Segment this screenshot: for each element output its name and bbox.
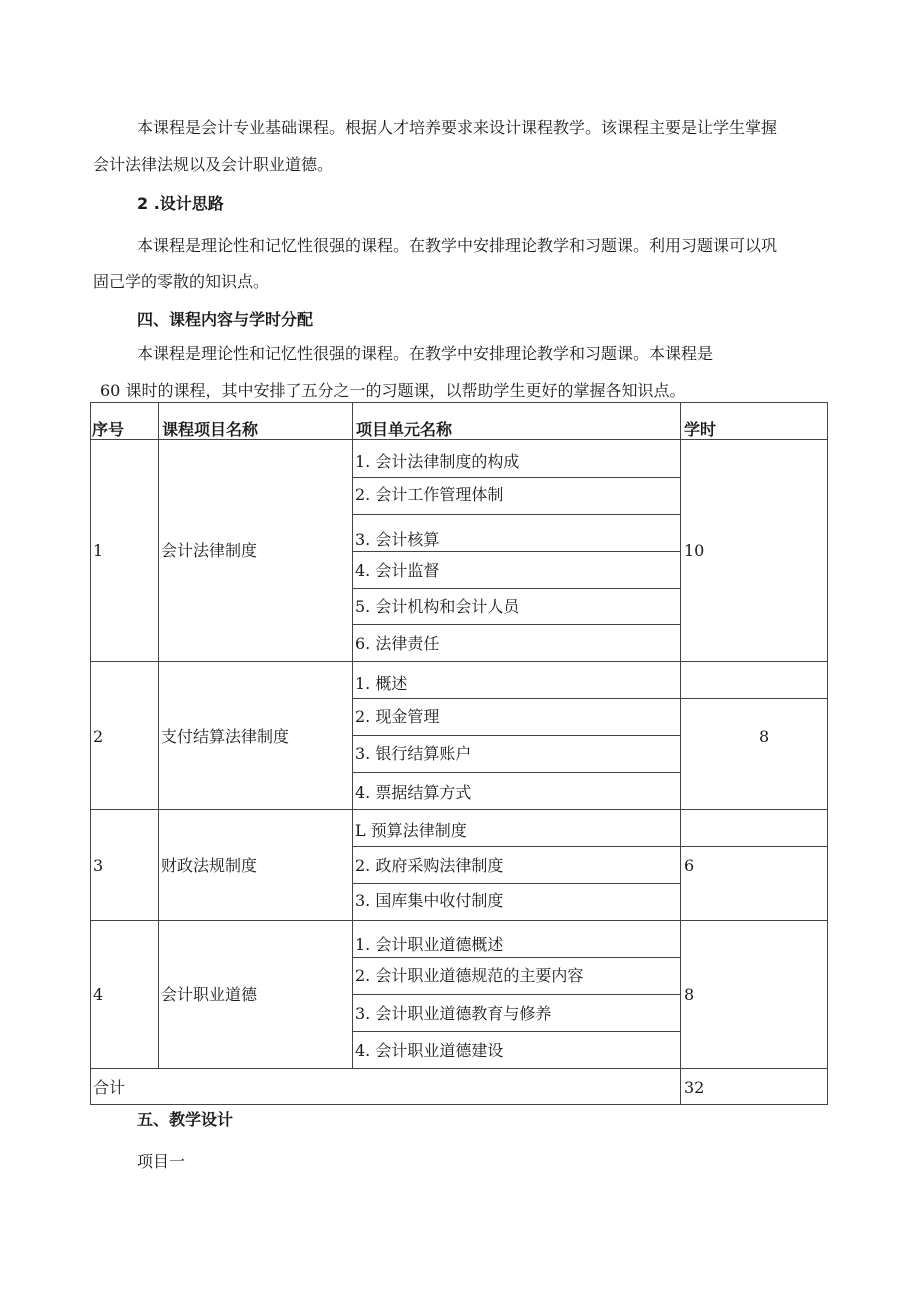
group-2-name: 支付结算法律制度 bbox=[161, 727, 290, 746]
group-1-hours: 10 bbox=[684, 541, 705, 560]
total-hours: 32 bbox=[684, 1078, 705, 1097]
group-1-unit-2: 2. 会计工作管理体制 bbox=[355, 485, 504, 504]
group-3-seq: 3 bbox=[93, 856, 104, 875]
content-heading: 四、课程内容与学时分配 bbox=[137, 310, 314, 329]
design-line-2: 固己学的零散的知识点。 bbox=[93, 272, 270, 291]
group-2-unit-2: 2. 现金管理 bbox=[355, 707, 440, 726]
header-unit: 项目单元名称 bbox=[356, 420, 453, 439]
design-heading: 2 .设计思路 bbox=[137, 194, 224, 213]
group-1-unit-6: 6. 法律责任 bbox=[355, 634, 440, 653]
group-3-unit-1: L 预算法律制度 bbox=[355, 821, 467, 840]
header-course: 课程项目名称 bbox=[162, 420, 259, 439]
design-line-1: 本课程是理论性和记忆性很强的课程。在教学中安排理论教学和习题课。利用习题课可以巩 bbox=[137, 236, 778, 255]
content-line-2: 60 课时的课程，其中安排了五分之一的习题课，以帮助学生更好的掌握各知识点。 bbox=[100, 381, 686, 400]
teaching-heading: 五、教学设计 bbox=[137, 1110, 234, 1129]
group-1-unit-3: 3. 会计核算 bbox=[355, 530, 440, 549]
group-3-unit-2: 2. 政府采购法律制度 bbox=[355, 856, 504, 875]
group-1-seq: 1 bbox=[93, 541, 104, 560]
group-3-hours: 6 bbox=[684, 856, 695, 875]
group-1-name: 会计法律制度 bbox=[161, 541, 258, 560]
group-4-seq: 4 bbox=[93, 985, 104, 1004]
group-1-unit-1: 1. 会计法律制度的构成 bbox=[355, 452, 520, 471]
group-2-unit-3: 3. 银行结算账户 bbox=[355, 744, 472, 763]
group-4-unit-2: 2. 会计职业道德规范的主要内容 bbox=[355, 966, 584, 985]
group-4-unit-4: 4. 会计职业道德建设 bbox=[355, 1041, 504, 1060]
total-label: 合计 bbox=[93, 1078, 126, 1097]
group-4-unit-3: 3. 会计职业道德教育与修养 bbox=[355, 1004, 552, 1023]
group-4-name: 会计职业道德 bbox=[161, 985, 258, 1004]
content-line-1: 本课程是理论性和记忆性很强的课程。在教学中安排理论教学和习题课。本课程是 bbox=[137, 344, 714, 363]
group-3-unit-3: 3. 国库集中收付制度 bbox=[355, 891, 504, 910]
group-4-hours: 8 bbox=[684, 985, 695, 1004]
group-2-seq: 2 bbox=[93, 727, 104, 746]
project-one-label: 项目一 bbox=[137, 1152, 186, 1171]
group-3-name: 财政法规制度 bbox=[161, 856, 258, 875]
intro-line-2: 会计法律法规以及会计职业道德。 bbox=[93, 155, 334, 174]
group-2-unit-4: 4. 票据结算方式 bbox=[355, 783, 472, 802]
header-hours: 学时 bbox=[684, 420, 717, 439]
intro-line-1: 本课程是会计专业基础课程。根据人才培养要求来设计课程教学。该课程主要是让学生掌握 bbox=[137, 118, 778, 137]
group-4-unit-1: 1. 会计职业道德概述 bbox=[355, 935, 504, 954]
group-2-unit-1: 1. 概述 bbox=[355, 674, 408, 693]
header-seq: 序号 bbox=[92, 420, 125, 439]
group-1-unit-4: 4. 会计监督 bbox=[355, 561, 440, 580]
group-1-unit-5: 5. 会计机构和会计人员 bbox=[355, 597, 520, 616]
group-2-hours: 8 bbox=[759, 727, 770, 746]
